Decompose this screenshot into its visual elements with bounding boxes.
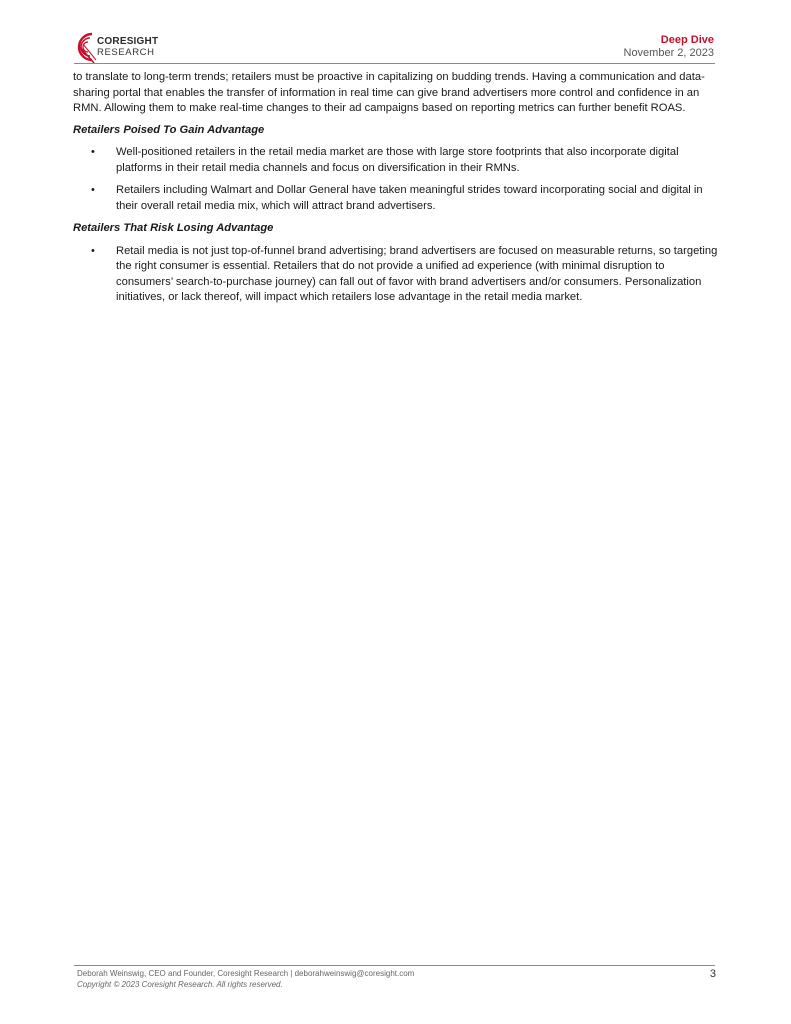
list-item <box>73 145 721 176</box>
footer-copyright: Copyright © 2023 Coresight Research. All rights reserved. <box>77 980 283 989</box>
bullet-icon: • <box>91 146 95 158</box>
bullet-icon: • <box>91 244 95 257</box>
bullet-list-losing-advantage <box>73 244 721 306</box>
footer-author: Deborah Weinswig, CEO and Founder, Coresight Research | deborahweinswig@coresight.com <box>77 969 415 978</box>
logo-line-1: CORESIGHT <box>97 36 159 47</box>
bullet-icon: • <box>91 184 95 196</box>
document-body <box>73 70 721 313</box>
list-item-text: Retailers including Walmart and Dollar General have taken meaningful strides toward incorporating social and digital in their overall retail media mix, which will attract brand advertisers. <box>116 184 703 212</box>
intro-paragraph: to translate to long-term trends; retailers must be proactive in capitalizing on budding trends. Having a communication and data-sharing portal that enables the transfer of information in real time can give brand advertisers more control and confidence in an RMN. Allowing them to make real-time changes to their ad campaigns based on reporting metrics can further benefit ROAS. <box>73 71 705 114</box>
report-type-label: Deep Dive <box>660 34 714 46</box>
list-item <box>73 244 721 306</box>
section-heading-losing-advantage: Retailers That Risk Losing Advantage <box>73 222 274 234</box>
list-item-text: Well-positioned retailers in the retail media market are those with large store footprints that also incorporate digital platforms in their retail media channels and focus on diversification in their RMNs. <box>116 146 679 174</box>
footer-divider <box>74 965 715 966</box>
report-date: November 2, 2023 <box>623 47 714 59</box>
list-item-text: Retail media is not just top-of-funnel brand advertising; brand advertisers are focused on measurable returns, so targeting the right consumer is essential. Retailers that do not provide a unified ad experience (with minimal disruption to consumers’ search-to-purchase journey) can fall out of favor with brand advertisers and/or consumers. Personalization initiatives, or lack thereof, will impact which retailers lose advantage in the retail media market. <box>116 244 718 303</box>
page-number: 3 <box>709 968 716 980</box>
page-header <box>0 0 791 66</box>
bullet-list-gain-advantage <box>73 145 721 214</box>
logo-wordmark <box>97 37 158 58</box>
header-divider <box>74 63 715 64</box>
section-heading-gain-advantage: Retailers Poised To Gain Advantage <box>73 123 265 136</box>
logo-line-2: RESEARCH <box>97 47 155 58</box>
list-item <box>73 183 721 214</box>
